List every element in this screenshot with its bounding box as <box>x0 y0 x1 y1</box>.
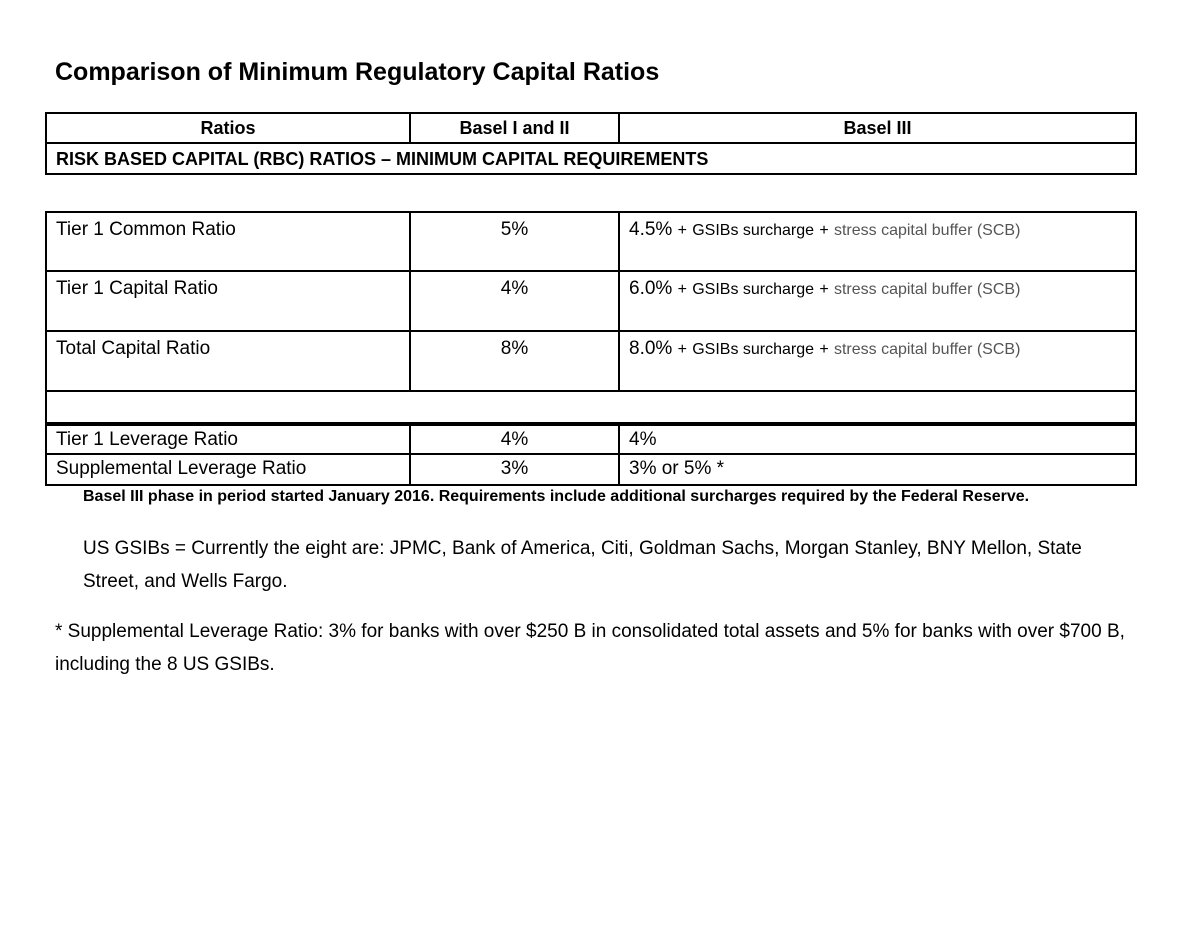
plus-sign: + <box>819 341 829 358</box>
basel-3-value: 4% <box>629 429 657 450</box>
header-row <box>45 112 1137 144</box>
plus-sign: + <box>819 222 829 239</box>
plus-sign: + <box>677 341 687 358</box>
basel-1-2-value: 3% <box>411 455 620 484</box>
basel-3-base: 4.5% <box>629 219 673 240</box>
ratios-table <box>45 211 1137 486</box>
column-header-basel-3: Basel III <box>843 118 912 138</box>
column-header-basel-1-2: Basel I and II <box>411 114 620 142</box>
spacer-row <box>45 392 1137 424</box>
table-row <box>45 424 1137 455</box>
stress-capital-buffer: stress capital buffer (SCB) <box>833 281 1021 298</box>
plus-sign: + <box>677 222 687 239</box>
ratio-name: Total Capital Ratio <box>47 332 411 390</box>
plus-sign: + <box>819 281 829 298</box>
section-row <box>45 144 1137 175</box>
phase-in-note: Basel III phase in period started January 2016. Requirements include additional surcharges required by the Federal Reserve. <box>83 488 1030 505</box>
slr-footnote: * Supplemental Leverage Ratio: 3% for banks with over $250 B in consolidated total assets and 5% for banks with over $700 B, including the 8 US GSIBs. <box>55 621 1125 675</box>
basel-1-2-value: 4% <box>411 426 620 453</box>
section-heading: RISK BASED CAPITAL (RBC) RATIOS – MINIMUM CAPITAL REQUIREMENTS <box>56 148 709 169</box>
basel-3-value <box>620 272 1135 330</box>
basel-1-2-value: 5% <box>411 213 620 270</box>
ratio-name: Tier 1 Capital Ratio <box>47 272 411 330</box>
stress-capital-buffer: stress capital buffer (SCB) <box>833 341 1021 358</box>
gsib-surcharge: GSIBs surcharge <box>692 281 815 298</box>
table-row <box>45 455 1137 486</box>
basel-1-2-value: 4% <box>411 272 620 330</box>
ratio-name: Tier 1 Common Ratio <box>47 213 411 270</box>
column-header-ratios: Ratios <box>47 114 411 142</box>
basel-3-value <box>620 213 1135 270</box>
basel-1-2-value: 8% <box>411 332 620 390</box>
basel-3-base: 8.0% <box>629 338 673 359</box>
basel-3-value <box>620 332 1135 390</box>
gsib-surcharge: GSIBs surcharge <box>692 341 815 358</box>
table-row <box>45 332 1137 392</box>
ratio-name: Supplemental Leverage Ratio <box>47 455 411 484</box>
plus-sign: + <box>677 281 687 298</box>
basel-3-value: 3% or 5% * <box>629 458 725 479</box>
header-table <box>45 112 1137 175</box>
gsib-surcharge: GSIBs surcharge <box>692 222 815 239</box>
gsibs-note: US GSIBs = Currently the eight are: JPMC, Bank of America, Citi, Goldman Sachs, Morgan Stanley, BNY Mellon, State Street, and Wells Fargo. <box>83 538 1082 592</box>
stress-capital-buffer: stress capital buffer (SCB) <box>833 222 1021 239</box>
table-row <box>45 272 1137 332</box>
table-row <box>45 211 1137 272</box>
page-title: Comparison of Minimum Regulatory Capital Ratios <box>55 58 660 86</box>
ratio-name: Tier 1 Leverage Ratio <box>47 426 411 453</box>
basel-3-base: 6.0% <box>629 278 673 299</box>
